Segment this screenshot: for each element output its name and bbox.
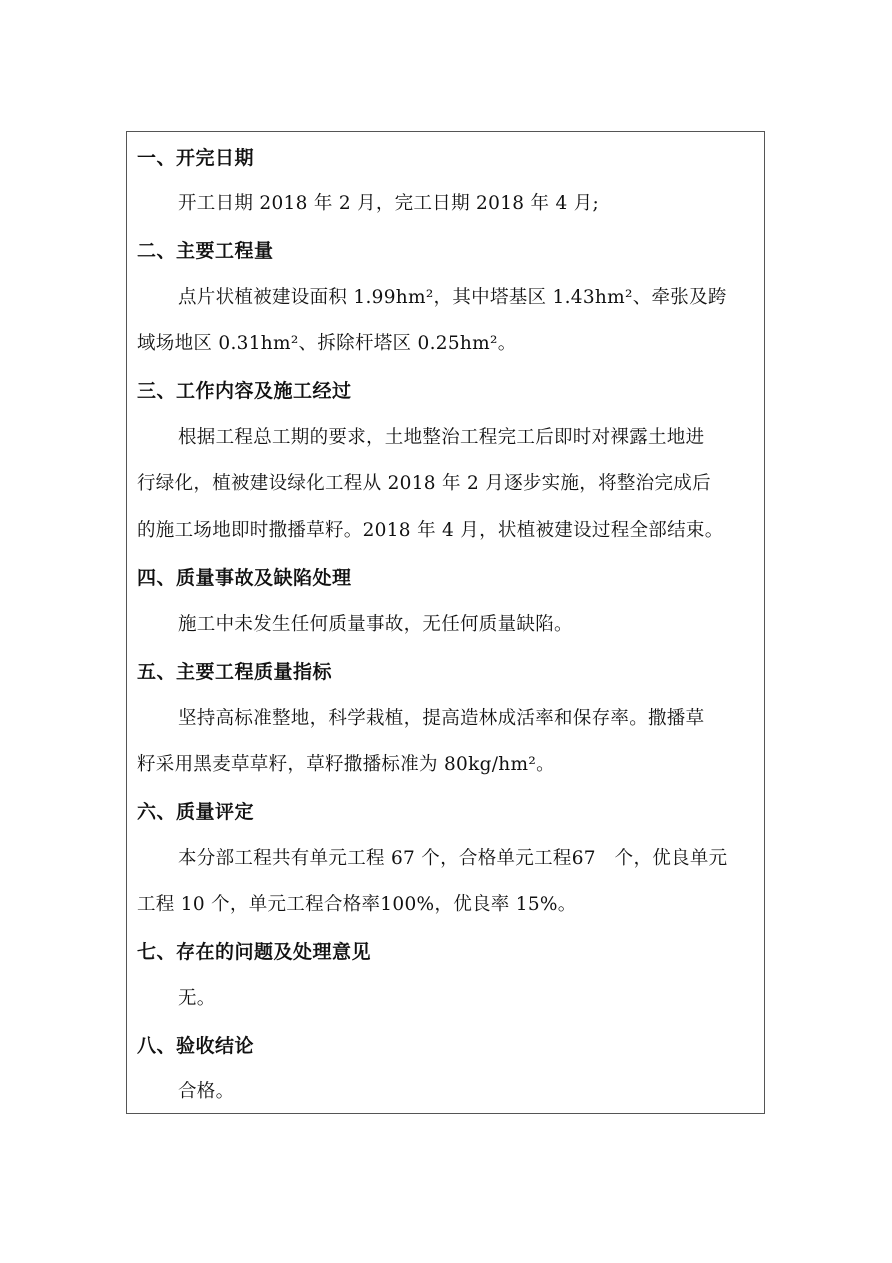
section-heading-quality-accidents: 四、质量事故及缺陷处理: [137, 567, 352, 589]
section-text-quality-assessment-line-1: 本分部工程共有单元工程 67 个，合格单元工程67 个，优良单元: [178, 848, 728, 869]
section-text-work-content-line-3: 的施工场地即时撒播草籽。2018 年 4 月，状植被建设过程全部结束。: [137, 520, 724, 541]
section-text-quality-accidents: 施工中未发生任何质量事故，无任何质量缺陷。: [178, 614, 573, 635]
section-text-quality-indicators-line-1: 坚持高标准整地，科学栽植，提高造林成活率和保存率。撒播草: [178, 708, 705, 729]
section-text-main-quantities-line-1: 点片状植被建设面积 1.99hm²，其中塔基区 1.43hm²、牵张及跨: [178, 287, 727, 308]
section-heading-acceptance-conclusion: 八、验收结论: [137, 1035, 255, 1057]
section-heading-main-quantities: 二、主要工程量: [137, 240, 274, 262]
section-text-acceptance-conclusion: 合格。: [178, 1081, 235, 1102]
section-text-start-end-dates: 开工日期 2018 年 2 月，完工日期 2018 年 4 月;: [178, 193, 600, 214]
section-text-work-content-line-2: 行绿化，植被建设绿化工程从 2018 年 2 月逐步实施，将整治完成后: [137, 473, 711, 494]
section-text-quality-indicators-line-2: 籽采用黑麦草草籽，草籽撒播标准为 80kg/hm²。: [137, 754, 555, 775]
section-text-work-content-line-1: 根据工程总工期的要求，土地整治工程完工后即时对裸露土地进: [178, 427, 705, 448]
section-heading-issues: 七、存在的问题及处理意见: [137, 941, 372, 963]
section-heading-start-end-dates: 一、开完日期: [137, 147, 255, 169]
section-heading-quality-indicators: 五、主要工程质量指标: [137, 661, 333, 683]
section-text-issues: 无。: [178, 988, 216, 1009]
section-text-main-quantities-line-2: 域场地区 0.31hm²、拆除杆塔区 0.25hm²。: [137, 333, 517, 354]
report-table-cell: [126, 131, 765, 1114]
section-heading-work-content: 三、工作内容及施工经过: [137, 380, 352, 402]
section-heading-quality-assessment: 六、质量评定: [137, 801, 255, 823]
section-text-quality-assessment-line-2: 工程 10 个，单元工程合格率100%，优良率 15%。: [137, 894, 577, 915]
